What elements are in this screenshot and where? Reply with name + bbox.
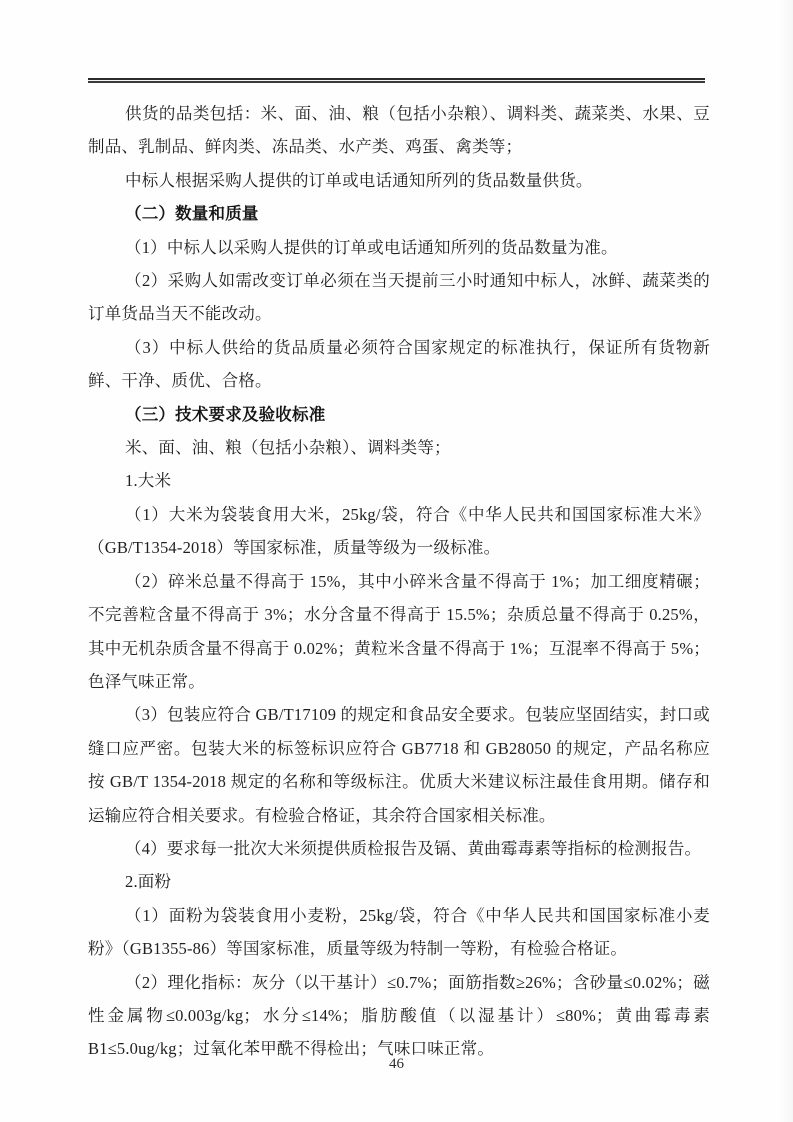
paragraph-category-list: 米、面、油、粮（包括小杂粮）、调料类等； [125,438,451,458]
paragraph-rice-3: （3）包装应符合 GB/T17109 的规定和食品安全要求。包装应坚固结实，封口或缝口应严密。包装大米的标签标识应符合 GB7718 和 GB28050 的规定，产品名称应按 GB/T 1354-2018 规定的名称和等级标注。优质大米建议标注最佳食用期。储存和运输应符合相关要求。有检验合格证，其余符合国家相关标准。 [88,705,710,825]
paragraph-flour-1: （1）面粉为袋装食用小麦粉，25kg/袋，符合《中华人民共和国国家标准小麦粉》（GB1355-86）等国家标准，质量等级为特制一等粉，有检验合格证。 [88,905,710,959]
paragraph-item-1: （1）中标人以采购人提供的订单或电话通知所列的货品数量为准。 [125,237,618,257]
subsection-heading-flour: 2.面粉 [125,872,172,892]
paragraph-order-quantity: 中标人根据采购人提供的订单或电话通知所列的货品数量供货。 [125,170,593,190]
paragraph-supply-categories: 供货的品类包括：米、面、油、粮（包括小杂粮）、调料类、蔬菜类、水果、豆制品、乳制品、鲜肉类、冻品类、水产类、鸡蛋、禽类等； [88,104,710,157]
document-body [88,97,710,1066]
paragraph-item-2: （2）采购人如需改变订单必须在当天提前三小时通知中标人，冰鲜、蔬菜类的订单货品当天不能改动。 [88,271,710,324]
section-heading-quantity-quality: （二）数量和质量 [125,204,259,224]
header-double-rule [88,78,705,83]
paragraph-rice-2: （2）碎米总量不得高于 15%，其中小碎米含量不得高于 1%；加工细度精碾；不完善粒含量不得高于 3%；水分含量不得高于 15.5%；杂质总量不得高于 0.25%，其中无机杂质含量不得高于 0.02%；黄粒米含量不得高于 1%；互混率不得高于 5%；色泽气味正常。 [88,571,710,691]
page-number: 46 [389,1056,404,1072]
section-heading-technical-requirements: （三）技术要求及验收标准 [125,404,326,424]
paragraph-flour-2: （2）理化指标：灰分（以干基计）≤0.7%；面筋指数≥26%；含砂量≤0.02%；磁性金属物≤0.003g/kg；水分≤14%；脂肪酸值（以湿基计）≤80%；黄曲霉毒素 B1≤5.0ug/kg；过氧化苯甲酰不得检出；气味口味正常。 [88,972,710,1059]
paragraph-item-3: （3）中标人供给的货品质量必须符合国家规定的标准执行，保证所有货物新鲜、干净、质优、合格。 [88,337,710,391]
paragraph-rice-1: （1）大米为袋装食用大米，25kg/袋，符合《中华人民共和国国家标准大米》（GB/T1354-2018）等国家标准，质量等级为一级标准。 [88,504,710,558]
scan-edge-shadow [779,0,793,1122]
paragraph-rice-4: （4）要求每一批次大米须提供质检报告及镉、黄曲霉毒素等指标的检测报告。 [125,838,702,858]
subsection-heading-rice: 1.大米 [125,471,172,491]
